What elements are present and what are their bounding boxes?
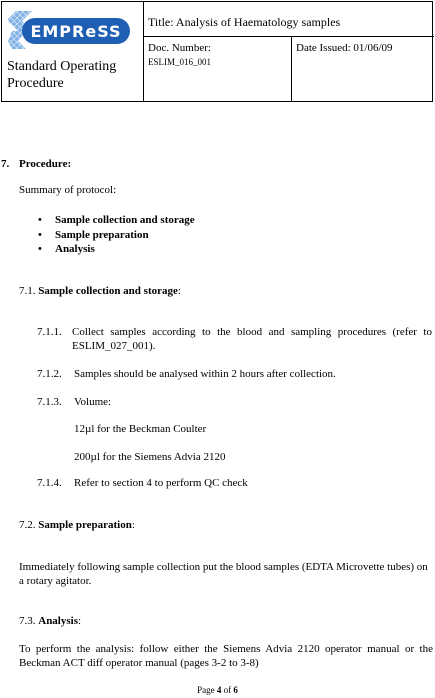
- logo-text: EMPReSS: [30, 22, 122, 41]
- page-total: 6: [233, 685, 238, 695]
- subsection-heading-7-1: 7.1. Sample collection and storage:: [19, 285, 181, 297]
- empress-logo: [8, 9, 136, 51]
- section-number: 7.: [1, 158, 10, 170]
- summary-label: Summary of protocol:: [19, 184, 117, 196]
- item-number: 7.1.3.: [37, 396, 62, 408]
- list-item: • Sample preparation: [38, 228, 195, 243]
- item-number: 7.1.1.: [37, 326, 62, 338]
- header-divider-horizontal: [143, 36, 434, 37]
- paragraph: To perform the analysis: follow either the Siemens Advia 2120 operator manual or the Beckman ACT diff operator manual (pages 3-2 to 3-8): [19, 643, 433, 669]
- volume-line: 12µl for the Beckman Coulter: [74, 423, 207, 435]
- volume-line: 200µl for the Siemens Advia 2120: [74, 451, 226, 463]
- sop-label: Standard Operating Procedure: [7, 59, 117, 91]
- subsection-title: Sample preparation: [38, 519, 132, 531]
- subsection-number: 7.1.: [19, 285, 36, 297]
- list-item: • Analysis: [38, 242, 195, 257]
- header-divider-vertical: [143, 1, 144, 102]
- subsection-heading-7-2: 7.2. Sample preparation:: [19, 519, 135, 531]
- date-issued: Date Issued: 01/06/09: [296, 42, 393, 54]
- header-divider-vertical-2: [291, 36, 292, 102]
- paragraph: Immediately following sample collection put the blood samples (EDTA Microvette tubes) on a rotary agitator.: [19, 561, 428, 587]
- item-text: Collect samples according to the blood and sampling procedures (refer to ESLIM_027_001).: [72, 326, 432, 352]
- page-footer: Page 4 of 6: [197, 685, 238, 695]
- item-text: Refer to section 4 to perform QC check: [74, 477, 248, 489]
- subsection-title: Sample collection and storage: [38, 285, 178, 297]
- protocol-summary-list: [38, 213, 195, 257]
- subsection-title: Analysis: [38, 615, 78, 627]
- doc-number-label: Doc. Number:: [148, 42, 211, 54]
- list-item: • Sample collection and storage: [38, 213, 195, 228]
- document-title: Title: Analysis of Haematology samples: [148, 15, 341, 29]
- item-number: 7.1.4.: [37, 477, 62, 489]
- page-current: 4: [216, 685, 222, 695]
- subsection-number: 7.3.: [19, 615, 36, 627]
- doc-number-value: ESLIM_016_001: [148, 57, 211, 67]
- item-text: Volume:: [74, 396, 112, 408]
- subsection-heading-7-3: 7.3. Analysis:: [19, 615, 82, 627]
- section-title: Procedure:: [19, 158, 72, 170]
- item-number: 7.1.2.: [37, 368, 62, 380]
- subsection-number: 7.2.: [19, 519, 36, 531]
- item-text: Samples should be analysed within 2 hours after collection.: [74, 368, 336, 380]
